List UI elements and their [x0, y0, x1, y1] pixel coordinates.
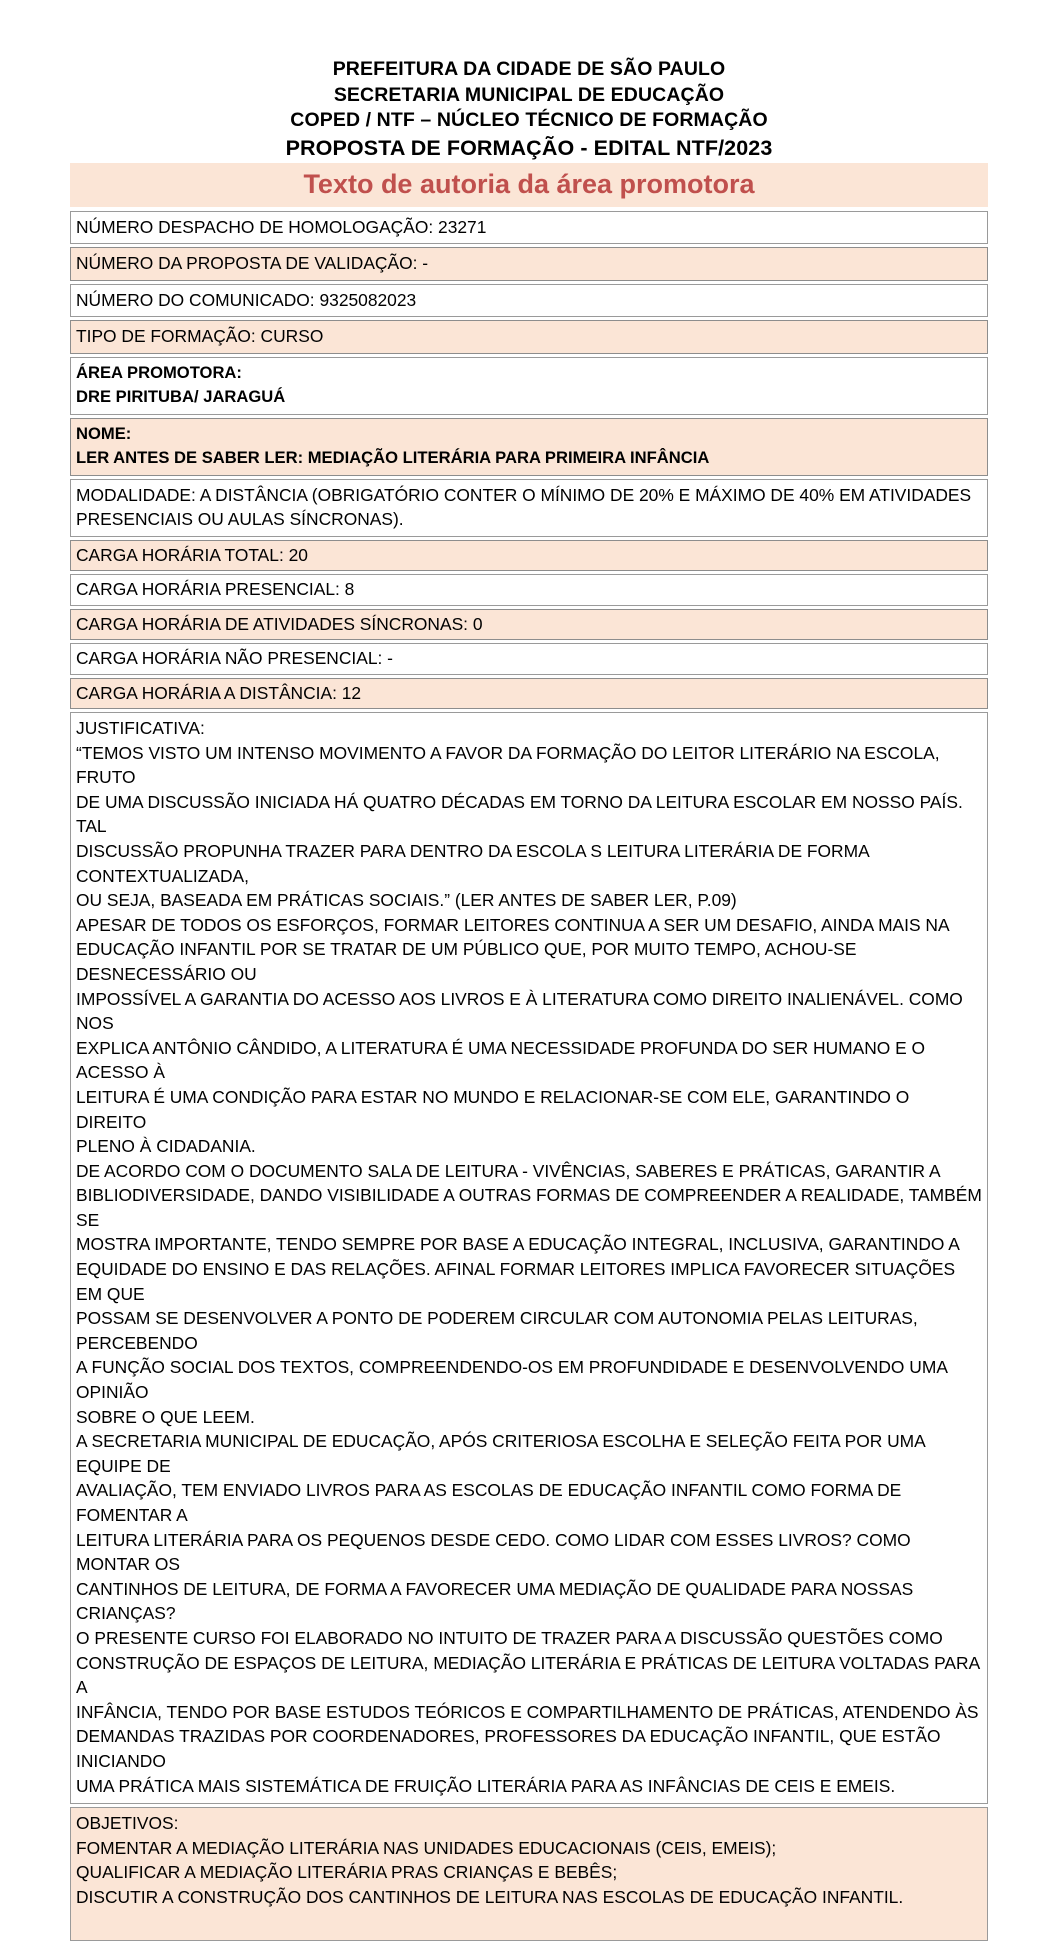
justificativa-line: MOSTRA IMPORTANTE, TENDO SEMPRE POR BASE A EDUCAÇÃO INTEGRAL, INCLUSIVA, GARANTINDO A [76, 1234, 960, 1255]
modalidade-text-line1: MODALIDADE: A DISTÂNCIA (OBRIGATÓRIO CONTER O MÍNIMO DE 20% E MÁXIMO DE 40% EM ATIVIDADES [76, 484, 972, 505]
row-modalidade [70, 479, 988, 537]
justificativa-line: EQUIDADE DO ENSINO E DAS RELAÇÕES. AFINAL FORMAR LEITORES IMPLICA FAVORECER SITUAÇÕES EM QUE [76, 1259, 956, 1304]
justificativa-line: OU SEJA, BASEADA EM PRÁTICAS SOCIAIS.” (LER ANTES DE SABER LER, P.09) [76, 890, 737, 911]
header-line-proposta-edital: PROPOSTA DE FORMAÇÃO - EDITAL NTF/2023 [285, 135, 773, 160]
justificativa-line: CANTINHOS DE LEITURA, DE FORMA A FAVORECER UMA MEDIAÇÃO DE QUALIDADE PARA NOSSAS CRIANÇAS? [76, 1578, 914, 1624]
justificativa-line: POSSAM SE DESENVOLVER A PONTO DE PODEREM CIRCULAR COM AUTONOMIA PELAS LEITURAS, PERCEBENDO [76, 1308, 918, 1353]
justificativa-line: LEITURA É UMA CONDIÇÃO PARA ESTAR NO MUNDO E RELACIONAR-SE COM ELE, GARANTINDO O DIREITO [76, 1086, 910, 1132]
justificativa-line: EDUCAÇÃO INFANTIL POR SE TRATAR DE UM PÚBLICO QUE, POR MUITO TEMPO, ACHOU-SE DESNECESSÁRIO OU [76, 939, 857, 984]
justificativa-line: DEMANDAS TRAZIDAS POR COORDENADORES, PROFESSORES DA EDUCAÇÃO INFANTIL, QUE ESTÃO INICIANDO [76, 1726, 941, 1771]
justificativa-line: A FUNÇÃO SOCIAL DOS TEXTOS, COMPREENDENDO-OS EM PROFUNDIDADE E DESENVOLVENDO UMA OPINIÃO [76, 1357, 947, 1403]
numero-despacho-homologacao-text: NÚMERO DESPACHO DE HOMOLOGAÇÃO: 23271 [76, 216, 487, 237]
justificativa-line: INFÂNCIA, TENDO POR BASE ESTUDOS TEÓRICOS E COMPARTILHAMENTO DE PRÁTICAS, ATENDENDO ÀS [76, 1701, 979, 1722]
numero-comunicado-text: NÚMERO DO COMUNICADO: 9325082023 [76, 289, 417, 310]
justificativa-line: CONSTRUÇÃO DE ESPAÇOS DE LEITURA, MEDIAÇÃO LITERÁRIA E PRÁTICAS DE LEITURA VOLTADAS PARA A [76, 1652, 980, 1698]
row-tipo-formacao [70, 320, 988, 354]
justificativa-line: “TEMOS VISTO UM INTENSO MOVIMENTO A FAVOR DA FORMAÇÃO DO LEITOR LITERÁRIO NA ESCOLA, FRUTO [76, 742, 940, 788]
justificativa-line: DE UMA DISCUSSÃO INICIADA HÁ QUATRO DÉCADAS EM TORNO DA LEITURA ESCOLAR EM NOSSO PAÍS. TAL [76, 791, 963, 837]
justificativa-line: O PRESENTE CURSO FOI ELABORADO NO INTUITO DE TRAZER PARA A DISCUSSÃO QUESTÕES COMO [76, 1627, 943, 1648]
area-promotora-value: DRE PIRITUBA/ JARAGUÁ [76, 387, 286, 406]
area-promotora-label: ÁREA PROMOTORA: [76, 362, 242, 382]
justificativa-label: JUSTIFICATIVA: [76, 718, 205, 738]
nome-label: NOME: [76, 423, 132, 443]
row-numero-despacho-homologacao [70, 211, 988, 245]
row-numero-proposta-validacao [70, 247, 988, 281]
nome-value: LER ANTES DE SABER LER: MEDIAÇÃO LITERÁRIA PARA PRIMEIRA INFÂNCIA [76, 448, 710, 467]
row-area-promotora [70, 357, 988, 415]
justificativa-line: BIBLIODIVERSIDADE, DANDO VISIBILIDADE A OUTRAS FORMAS DE COMPREENDER A REALIDADE, TAMBÉM SE [76, 1185, 982, 1230]
justificativa-line: SOBRE O QUE LEEM. [76, 1406, 255, 1427]
tipo-formacao-text: TIPO DE FORMAÇÃO: CURSO [76, 326, 324, 346]
row-numero-comunicado [70, 284, 988, 318]
objetivos-label: OBJETIVOS: [76, 1813, 179, 1834]
numero-proposta-validacao-text: NÚMERO DA PROPOSTA DE VALIDAÇÃO: - [76, 253, 429, 273]
carga-horaria-sincronas-text: CARGA HORÁRIA DE ATIVIDADES SÍNCRONAS: 0 [76, 613, 483, 634]
header-line-coped-ntf: COPED / NTF – NÚCLEO TÉCNICO DE FORMAÇÃO [290, 109, 768, 131]
carga-horaria-total-text: CARGA HORÁRIA TOTAL: 20 [76, 544, 308, 565]
justificativa-line: DISCUSSÃO PROPUNHA TRAZER PARA DENTRO DA ESCOLA S LEITURA LITERÁRIA DE FORMA CONTEXTUALIZADA, [76, 840, 869, 886]
justificativa-line: PLENO À CIDADANIA. [76, 1136, 256, 1157]
row-nome [70, 418, 988, 476]
justificativa-line: EXPLICA ANTÔNIO CÂNDIDO, A LITERATURA É UMA NECESSIDADE PROFUNDA DO SER HUMANO E O ACESSO À [76, 1037, 926, 1083]
carga-horaria-nao-presencial-text: CARGA HORÁRIA NÃO PRESENCIAL: - [76, 648, 393, 668]
justificativa-line: AVALIAÇÃO, TEM ENVIADO LIVROS PARA AS ESCOLAS DE EDUCAÇÃO INFANTIL COMO FORMA DE FOMENTAR A [76, 1480, 902, 1525]
row-carga-horaria-nao-presencial [70, 643, 988, 675]
row-carga-horaria-sincronas [70, 609, 988, 641]
row-carga-horaria-presencial [70, 574, 988, 606]
justificativa-line: A SECRETARIA MUNICIPAL DE EDUCAÇÃO, APÓS CRITERIOSA ESCOLHA E SELEÇÃO FEITA POR UMA EQUIPE DE [76, 1431, 925, 1476]
block-justificativa [70, 712, 988, 1804]
header-line-prefeitura: PREFEITURA DA CIDADE DE SÃO PAULO [332, 58, 726, 80]
modalidade-text-line2: PRESENCIAIS OU AULAS SÍNCRONAS). [76, 509, 404, 529]
carga-horaria-distancia-text: CARGA HORÁRIA A DISTÂNCIA: 12 [76, 682, 362, 703]
justificativa-line: DE ACORDO COM O DOCUMENTO SALA DE LEITURA - VIVÊNCIAS, SABERES E PRÁTICAS, GARANTIR A [76, 1160, 941, 1181]
justificativa-line: APESAR DE TODOS OS ESFORÇOS, FORMAR LEITORES CONTINUA A SER UM DESAFIO, AINDA MAIS NA [76, 914, 950, 935]
document-header [0, 0, 1058, 163]
row-carga-horaria-distancia [70, 678, 988, 710]
justificativa-line: LEITURA LITERÁRIA PARA OS PEQUENOS DESDE CEDO. COMO LIDAR COM ESSES LIVROS? COMO MONTAR OS [76, 1529, 911, 1575]
justificativa-line: UMA PRÁTICA MAIS SISTEMÁTICA DE FRUIÇÃO LITERÁRIA PARA AS INFÂNCIAS DE CEIS E EMEIS. [76, 1775, 896, 1796]
block-objetivos [70, 1807, 988, 1940]
proposta-table [70, 211, 988, 1941]
justificativa-line: IMPOSSÍVEL A GARANTIA DO ACESSO AOS LIVROS E À LITERATURA COMO DIREITO INALIENÁVEL. COMO NOS [76, 988, 963, 1034]
objetivos-line: QUALIFICAR A MEDIAÇÃO LITERÁRIA PRAS CRIANÇAS E BEBÊS; [76, 1862, 618, 1883]
header-line-secretaria: SECRETARIA MUNICIPAL DE EDUCAÇÃO [333, 83, 725, 106]
objetivos-line: DISCUTIR A CONSTRUÇÃO DOS CANTINHOS DE LEITURA NAS ESCOLAS DE EDUCAÇÃO INFANTIL. [76, 1886, 904, 1907]
row-carga-horaria-total [70, 540, 988, 572]
banner-title: Texto de autoria da área promotora [70, 163, 988, 207]
carga-horaria-presencial-text: CARGA HORÁRIA PRESENCIAL: 8 [76, 579, 355, 599]
objetivos-line: FOMENTAR A MEDIAÇÃO LITERÁRIA NAS UNIDADES EDUCACIONAIS (CEIS, EMEIS); [76, 1837, 777, 1858]
